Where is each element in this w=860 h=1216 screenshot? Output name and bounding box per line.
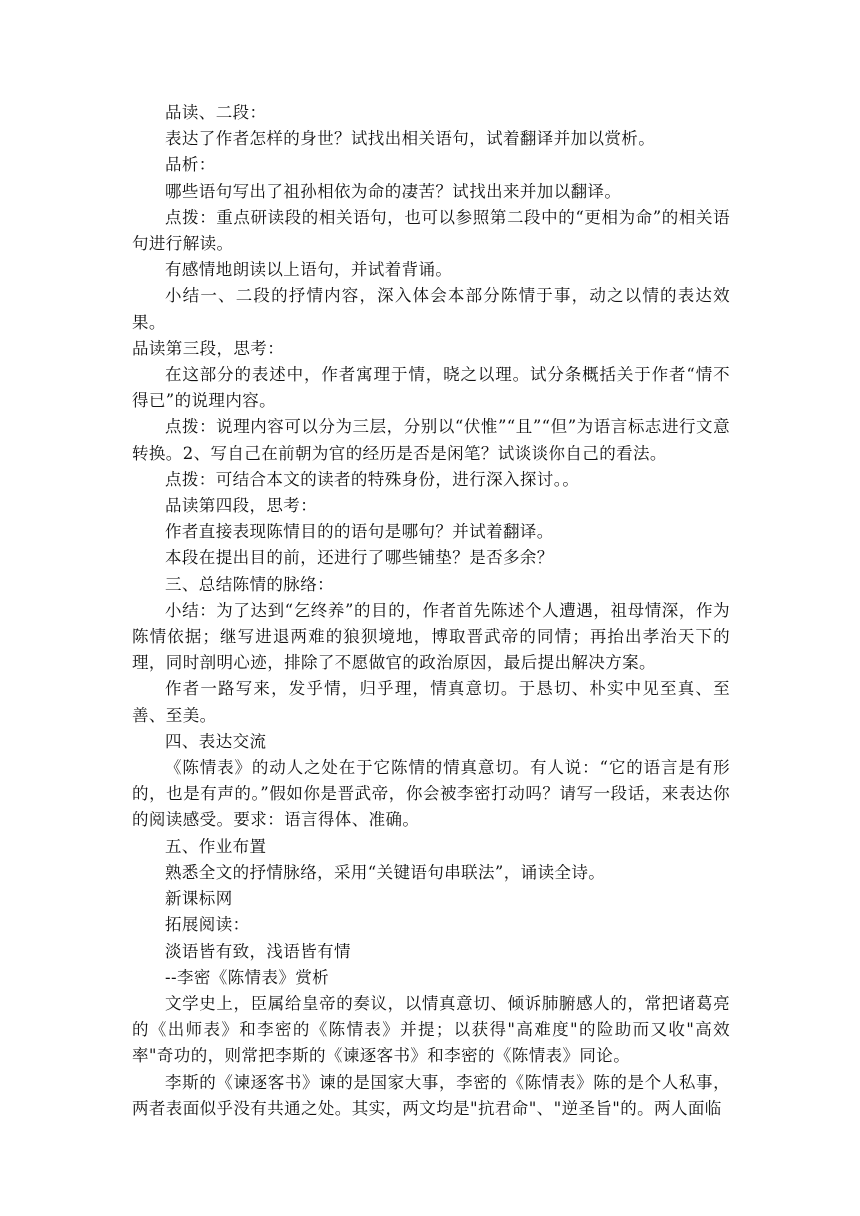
- paragraph: 点拨：重点研读段的相关语句，也可以参照第二段中的“更相为命”的相关语句进行解读。: [132, 207, 730, 254]
- paragraph: 本段在提出目的前，还进行了哪些铺垫？是否多余？: [165, 548, 554, 568]
- paragraph: 品读第三段，思考：: [132, 338, 285, 358]
- paragraph: 淡语皆有致，浅语皆有情: [165, 941, 351, 961]
- paragraph: 《陈情表》的动人之处在于它陈情的情真意切。有人说：“它的语言是有形的，也是有声的。”假如你是晋武帝，你会被李密打动吗？请写一段话，来表达你的阅读感受。要求：语言得体、准确。: [132, 758, 730, 830]
- paragraph: 拓展阅读：: [165, 915, 250, 935]
- paragraph: 五、作业布置: [165, 836, 267, 856]
- paragraph: 表达了作者怎样的身世？试找出相关语句，试着翻译并加以赏析。: [165, 129, 656, 149]
- paragraph: 李斯的《谏逐客书》谏的是国家大事，李密的《陈情表》陈的是个人私事，两者表面似乎没有共通之处。其实，两文均是"抗君命"、"逆圣旨"的。两人面临: [132, 1072, 730, 1118]
- paragraph: 四、表达交流: [165, 731, 267, 751]
- paragraph: 小结：为了达到“乞终养”的目的，作者首先陈述个人遭遇，祖母情深，作为陈情依据；继写进退两难的狼狈境地，博取晋武帝的同情；再抬出孝治天下的理，同时剖明心迹，排除了不愿做官的政治原因，最后提出解决方案。: [132, 600, 730, 673]
- paragraph: 在这部分的表述中，作者寓理于情，晓之以理。试分条概括关于作者“情不得已”的说理内容。: [132, 365, 730, 411]
- paragraph: 品读第四段，思考：: [165, 496, 318, 516]
- paragraph: 作者直接表现陈情目的的语句是哪句？并试着翻译。: [165, 522, 554, 542]
- paragraph: 作者一路写来，发乎情，归乎理，情真意切。于恳切、朴实中见至真、至善、至美。: [132, 679, 730, 725]
- paragraph: 哪些语句写出了祖孙相依为命的凄苦？试找出来并加以翻译。: [165, 181, 622, 201]
- paragraph: 小结一、二段的抒情内容，深入体会本部分陈情于事，动之以情的表达效果。: [132, 286, 730, 332]
- paragraph: 点拨：说理内容可以分为三层，分别以“伏惟”“且”“但”为语言标志进行文意转换。2、写自己在前朝为官的经历是否是闲笔？试谈谈你自己的看法。: [132, 417, 730, 463]
- paragraph: 熟悉全文的抒情脉络，采用“关键语句串联法”，诵读全诗。: [165, 862, 606, 882]
- paragraph: --李密《陈情表》赏析: [165, 967, 330, 987]
- paragraph: 品析：: [165, 155, 216, 175]
- document-page: [132, 100, 730, 1122]
- paragraph: 三、总结陈情的脉络：: [165, 574, 334, 594]
- paragraph: 新课标网: [165, 889, 233, 909]
- paragraph: 点拨：可结合本文的读者的特殊身份，进行深入探讨。。: [165, 469, 580, 489]
- paragraph: 有感情地朗读以上语句，并试着背诵。: [165, 260, 453, 280]
- paragraph: 品读、二段：: [165, 103, 267, 122]
- paragraph: 文学史上，臣属给皇帝的奏议，以情真意切、倾诉肺腑感人的，常把诸葛亮的《出师表》和李密的《陈情表》并提；以获得"高难度"的险助而又收"高效率"奇功的，则常把李斯的《谏逐客书》和李密的《陈情表》同论。: [132, 993, 730, 1066]
